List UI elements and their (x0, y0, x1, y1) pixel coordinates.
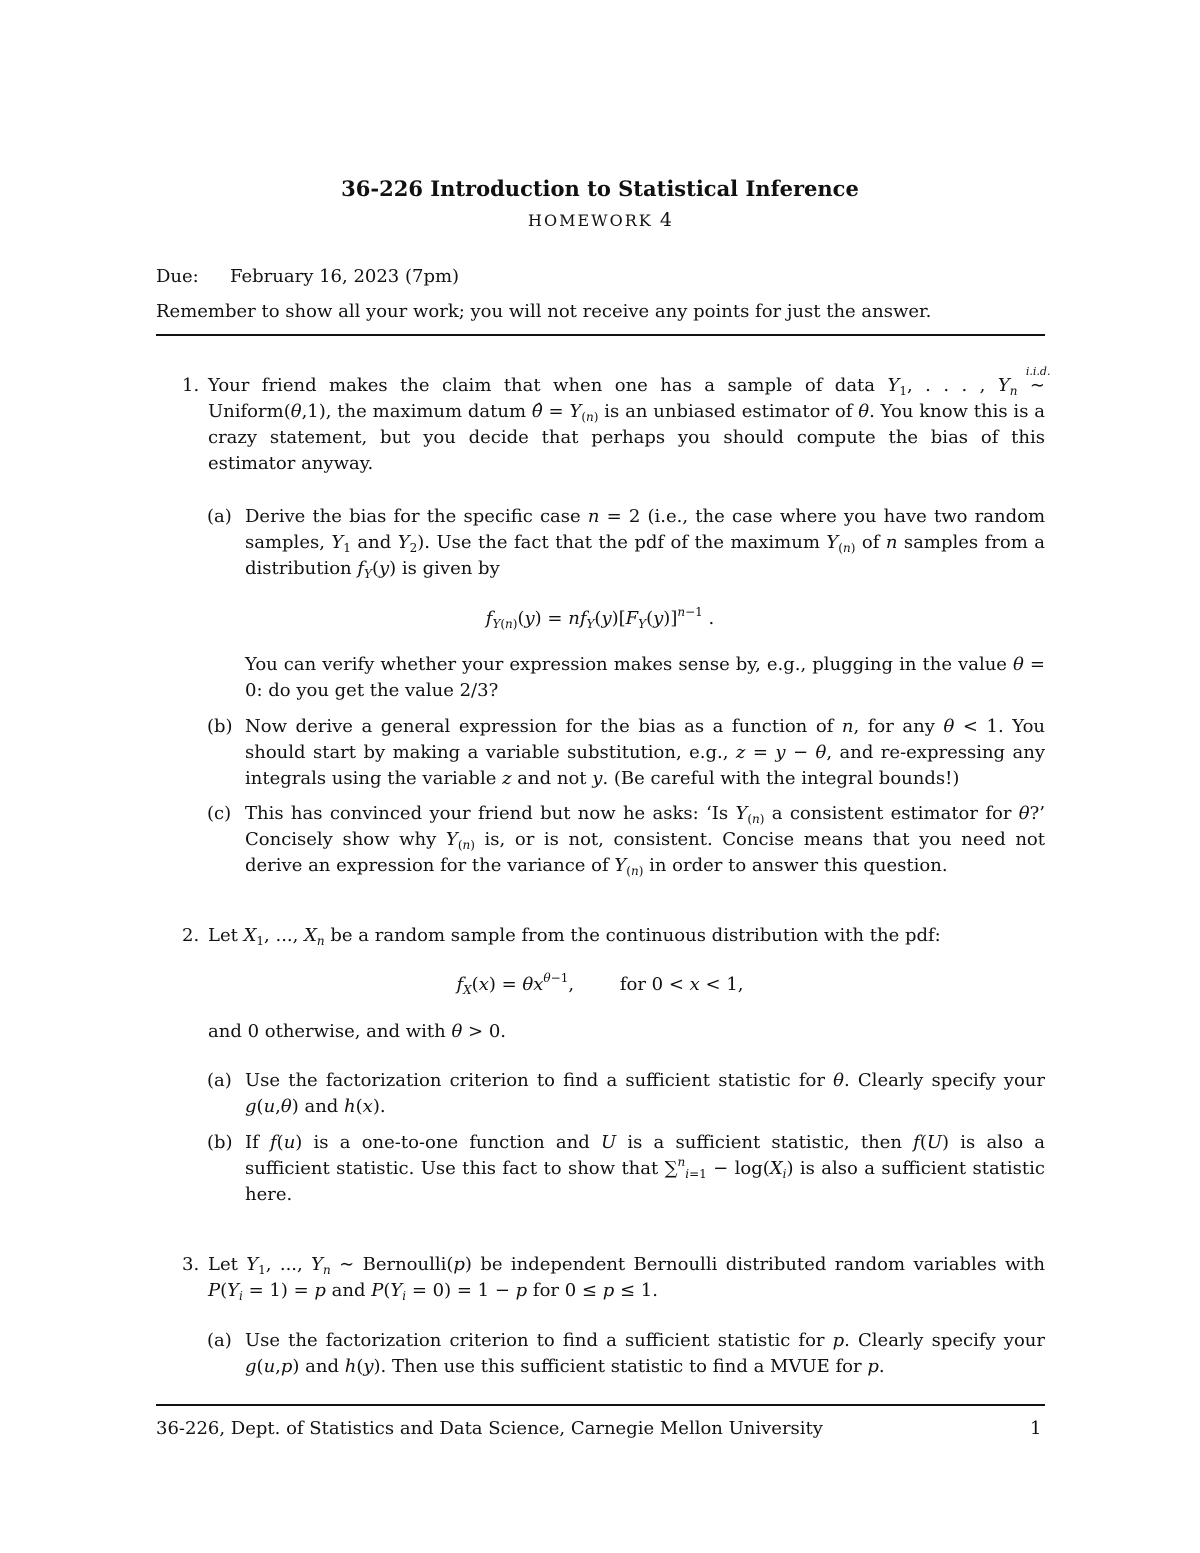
subtitle-word: HOMEWORK (528, 211, 653, 230)
problem-3-text: Let $Y_1$, ..., $Y_n$ ∼ Bernoulli(p) be independent Bernoulli distributed random variables with $P(Y_i = 1) = p$ and $P(Y_i = 0) = 1 - p$ for 0 ≤ p ≤ 1. (208, 1254, 1045, 1303)
problem-2a-label: (a) (207, 1070, 232, 1091)
max-pdf-equation: $f_{Y(n)}(y) = nf_Y(y)[F_Y(y)]^{n-1}$ . (485, 605, 715, 631)
problem-3-number: 3. (182, 1254, 200, 1275)
problem-1b-label: (b) (207, 716, 233, 737)
problem-1a-hint: You can verify whether your expression makes sense by, e.g., plugging in the value θ = 0: do you get the value 2/3? (245, 654, 1045, 701)
page-number: 1 (1030, 1418, 1042, 1439)
problem-2a-text: Use the factorization criterion to find a sufficient statistic for θ. Clearly specify your g(u,θ) and h(x). (245, 1070, 1045, 1117)
problem-1a-text: Derive the bias for the specific case n = 2 (i.e., the case where you have two random samples, $Y_1$ and $Y_2$). Use the fact that the pdf of the maximum $Y_{(n)}$ of n samples from a distribution $f_Y(y)$ is given by (245, 506, 1046, 581)
problem-1-text: Your friend makes the claim that when one has a sample of data $Y_1$, . . . , $Y_n$ i.i.d. ∼ Uniform(θ,1), the maximum datum θ̂ = $Y_{(n)}$ is an unbiased estimator of θ. You know this is a crazy statement, but you decide that perhaps you should compute the bias of this estimator anyway. (208, 365, 1051, 474)
problem-1b-text: Now derive a general expression for the bias as a function of n, for any θ < 1. You should start by making a variable substitution, e.g., z = y − θ, and re-expressing any integrals using the variable z and not y. (Be careful with the integral bounds!) (245, 716, 1046, 789)
subtitle-number: 4 (659, 209, 672, 231)
problem-3a-label: (a) (207, 1330, 232, 1351)
due-label: Due: (156, 266, 199, 287)
instruction-text: Remember to show all your work; you will not receive any points for just the answer. (156, 301, 932, 322)
problem-3a-text: Use the factorization criterion to find a sufficient statistic for p. Clearly specify your g(u,p) and h(y). Then use this sufficient statistic to find a MVUE for p. (245, 1330, 1045, 1377)
problem-2b-label: (b) (207, 1132, 233, 1153)
problem-1a-label: (a) (207, 506, 232, 527)
footer-text: 36-226, Dept. of Statistics and Data Science, Carnegie Mellon University (156, 1418, 823, 1439)
document-subtitle (0, 207, 1200, 234)
problem-1c-label: (c) (207, 803, 232, 824)
problem-1c-text: This has convinced your friend but now he asks: ‘Is $Y_{(n)}$ a consistent estimator for θ?’ Concisely show why $Y_{(n)}$ is, or is not, consistent. Concise means that you need not derive an expression for the variance of $Y_{(n)}$ in order to answer this question. (245, 803, 1045, 878)
problem-2b-text: If f(u) is a one-to-one function and U is a sufficient statistic, then f(U) is also a sufficient statistic. Use this fact to show that $\sum^n_{i=1} - \log(X_i)$ is also a sufficient statistic here. (245, 1132, 1045, 1205)
problem-2-text: Let $X_1$, ..., $X_n$ be a random sample from the continuous distribution with the pdf: (208, 925, 941, 948)
footer-rule (156, 1404, 1045, 1406)
due-date: February 16, 2023 (7pm) (230, 266, 460, 287)
problem-2-number: 2. (182, 925, 200, 946)
due-line (156, 264, 459, 290)
document-title: 36-226 Introduction to Statistical Inference (341, 176, 859, 201)
problem-2-condition: and 0 otherwise, and with θ > 0. (208, 1021, 506, 1042)
problem-1-number: 1. (182, 375, 200, 396)
header-rule (156, 334, 1045, 336)
pdf-equation: $f_X(x) = \theta x^{\theta-1}$, for 0 < x < 1, (456, 971, 744, 997)
